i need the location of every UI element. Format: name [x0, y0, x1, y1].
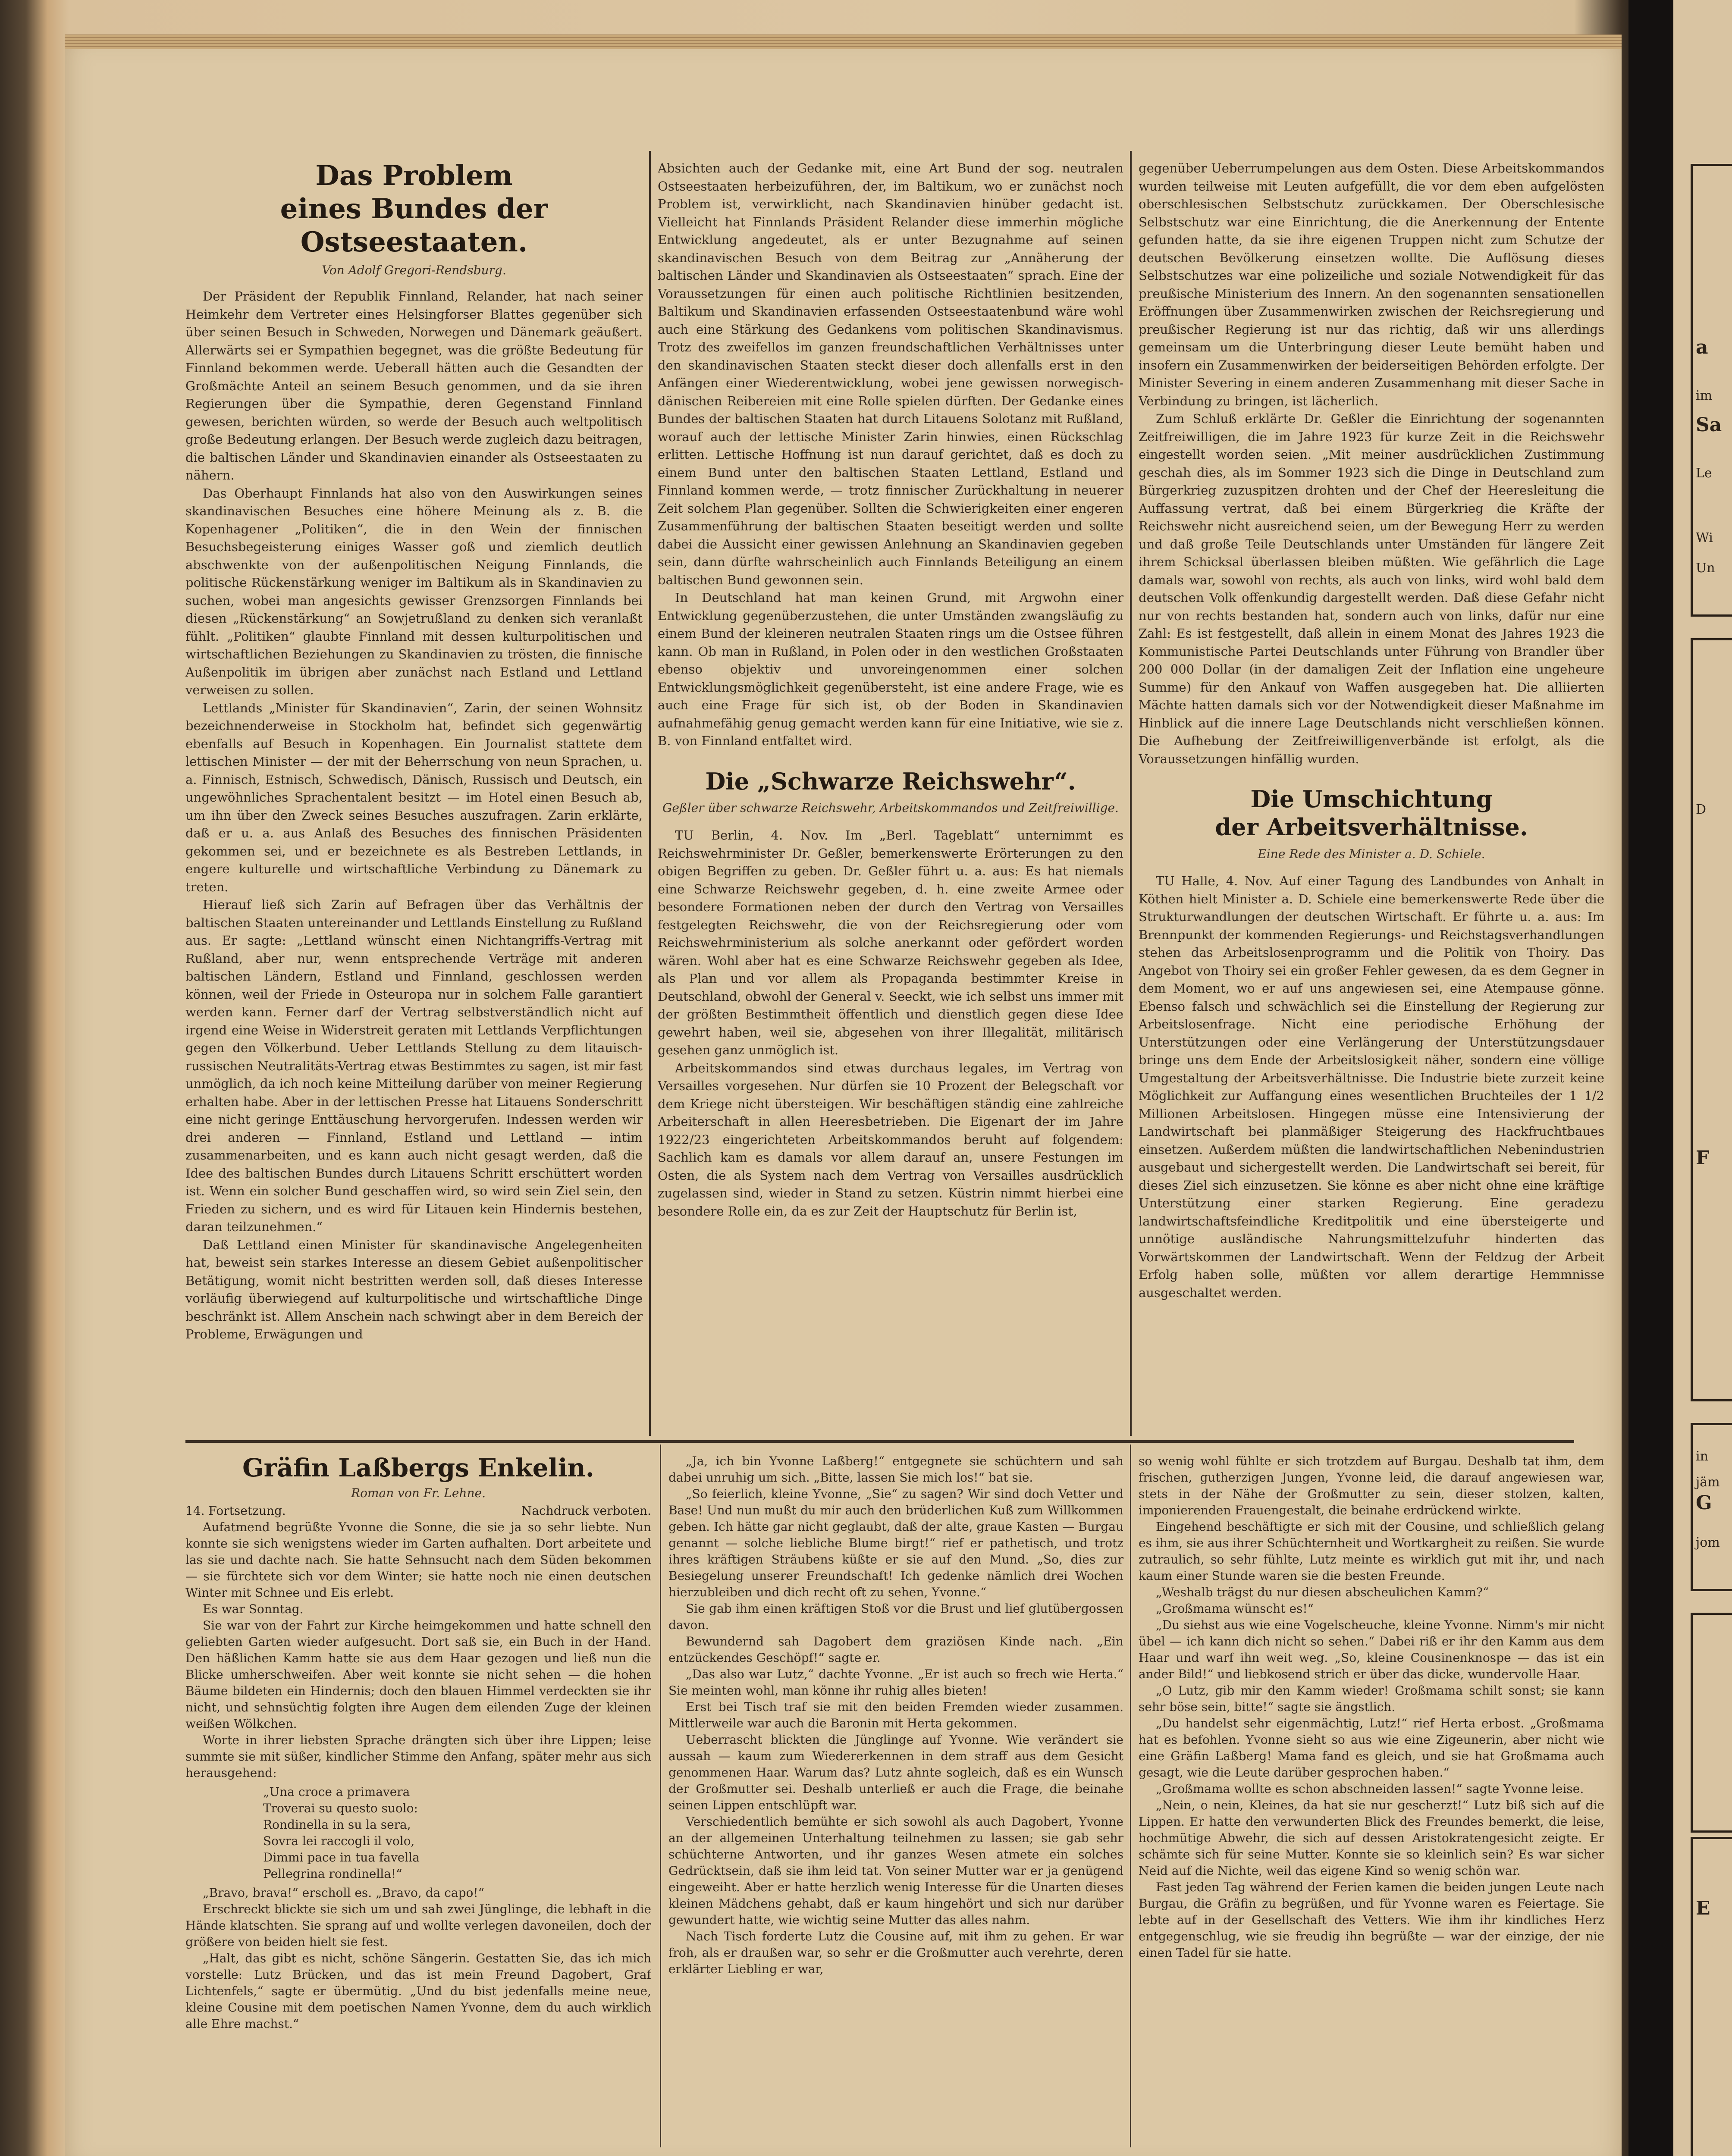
column-rule — [1130, 151, 1132, 1436]
paragraph: Erschreckt blickte sie sich um und sah zwei Jünglinge, die lebhaft in die Hände klatschten. Sie sprang auf und wollte verlegen davoneilen, doch der größere von beiden hielt sie fest. — [185, 1902, 651, 1949]
paragraph: Aufatmend begrüßte Yvonne die Sonne, die sie ja so sehr liebte. Nun konnte sie sich wenigstens wieder im Garten aufhalten. Dort arbeitete und las sie und dachte nach. Sie hatte Sehnsucht nach dem Süden bekommen — sie fürchtete sich vor dem Winter; sie hatte noch nie einen deutschen Winter mit Schnee und Eis erlebt. — [185, 1520, 651, 1600]
feuilleton-rule — [185, 1440, 1574, 1443]
ad-fragment: E — [1696, 1897, 1710, 1919]
ad-fragment: G — [1696, 1492, 1712, 1514]
article-body — [658, 827, 1123, 1220]
ad-fragment: Le — [1696, 466, 1712, 481]
ad-box — [1691, 1837, 1732, 2156]
article-body — [1139, 160, 1604, 768]
ad-fragment: a — [1696, 336, 1708, 358]
ad-fragment: Sa — [1696, 414, 1722, 436]
paragraph: „Nein, o nein, Kleines, da hat sie nur gescherzt!“ Lutz biß sich auf die Lippen. Er hatte den verwunderten Blick des Freundes bemerkt, die leise, hochmütige Abwehr, die sich auf dessen Aristokratengesicht zeigte. Er schämte sich für seine Mutter. Konnte sie so kleinlich sein? Es war sicher Neid auf die Nichte, weil das eigene Kind so wenig schön war. — [1139, 1798, 1604, 1878]
ad-fragment: jom — [1696, 1535, 1720, 1550]
paragraph: Nach Tisch forderte Lutz die Cousine auf, mit ihm zu gehen. Er war froh, als er draußen war, so sehr er die Großmutter auch verehrte, deren erklärter Liebling er war, — [668, 1929, 1123, 1976]
poem-line: Troverai su questo suolo: — [263, 1801, 418, 1815]
article-ostseestaaten-col2 — [658, 160, 1123, 1436]
paragraph: „Großmama wollte es schon abschneiden lassen!“ sagte Yvonne leise. — [1156, 1782, 1584, 1796]
paragraph: Ueberrascht blickten die Jünglinge auf Yvonne. Wie verändert sie aussah — kaum zum Wiedererkennen in dem straff aus dem Gesicht genommenen Haar. Warum das? Lutz ahnte sogleich, daß es ein Wunsch der Großmutter sei. Deshalb unterließ er auch die Frage, die beinahe seinen Lippen entschlüpft war. — [668, 1733, 1123, 1812]
paragraph: TU Halle, 4. Nov. Auf einer Tagung des Landbundes von Anhalt in Köthen hielt Minister a. D. Schiele eine bemerkenswerte Rede über die Strukturwandlungen der deutschen Wirtschaft. Er führte u. a. aus: Im Brennpunkt der kommenden Regierungs- und Reichstagsverhandlungen stehen das Arbeitslosenprogramm und die Politik von Thoiry. Das Angebot von Thoiry sei ein großer Fehler gewesen, da es dem Gegner in dem Moment, wo er auf uns angewiesen sei, eine Atempause gönne. Ebenso falsch und schwächlich sei die Einstellung der Regierung zur Arbeitslosenfrage. Nicht eine periodische Erhöhung der Unterstützungen oder eine Verlängerung der Unterstützungsdauer bringe uns dem Ende der Arbeitslosigkeit näher, sondern eine völlige Umgestaltung der Arbeitsverhältnisse. Die Industrie biete zurzeit keine Möglichkeit zur Auffangung eines wesentlichen Bruchteiles der 1 1/2 Millionen Arbeitslosen. Hingegen müsse eine Intensivierung der Landwirtschaft bei planmäßiger Steigerung des Hackfruchtbaues einsetzen. Außerdem müßten die landwirtschaftlichen Nebenindustrien ausgebaut und sichergestellt werden. Die Landwirtschaft sei bereit, für dieses Ziel sich einzusetzen. Sie könne es aber nicht ohne eine kräftige Unterstützung einer starken Regierung. Eine geradezu landwirtschaftsfeindliche Kreditpolitik und eine übersteigerte und unnötige ausländische Nahrungsmittelzufuhr hinderten das Vorwärtskommen der Landwirtschaft. Wenn der Feldzug der Arbeit Erfolg haben solle, müßten vor allem derartige Hemmnisse ausgeschaltet werden. — [1139, 874, 1604, 1300]
paragraph: Es war Sonntag. — [203, 1601, 304, 1616]
article-title-umschichtung-line1: Die Umschichtung — [1250, 785, 1493, 813]
novel-body — [185, 1519, 651, 2032]
article-body — [658, 160, 1123, 750]
ad-fragment: in — [1696, 1449, 1708, 1464]
article-ostseestaaten-col1 — [185, 160, 643, 1436]
novel-header-row — [185, 1503, 651, 1519]
poem-line: „Una croce a primavera — [263, 1784, 410, 1799]
paragraph: „So feierlich, kleine Yvonne, „Sie“ zu sagen? Wir sind doch Vetter und Base! Und nun mußt du mir auch den brüderlichen Kuß zum Willkommen geben. Ich hätte gar nicht geglaubt, daß der alte, graue Kasten — Burgau genannt — solche liebliche Blume birgt!“ rief er pathetisch, und trotz ihres kräftigen Sträubens küßte er sie auf den Mund. „So, dies zur Besiegelung unserer Freundschaft! Ich gedenke nämlich drei Wochen hierzubleiben und dich recht oft zu sehen, Yvonne.“ — [668, 1487, 1123, 1599]
column-rule — [1130, 1445, 1131, 2147]
paragraph: „Du siehst aus wie eine Vogelscheuche, kleine Yvonne. Nimm's mir nicht übel — ich kann dich nicht so sehen.“ Dabei riß er ihr den Kamm aus dem Haar und warf ihn weit weg. „So, kleine Cousinenknospe — das ist ein ander Bild!“ und liebkosend strich er über das dicke, wundervolle Haar. — [1139, 1618, 1604, 1681]
paragraph: „Ja, ich bin Yvonne Laßberg!“ entgegnete sie schüchtern und sah dabei unruhig um sich. „Bitte, lassen Sie mich los!“ bat sie. — [668, 1454, 1123, 1485]
paragraph: Daß Lettland einen Minister für skandinavische Angelegenheiten hat, beweist sein starkes Interesse an diesem Gebiet außenpolitischer Betätigung, womit nicht bestritten werden soll, daß dieses Interesse vorläufig überwiegend auf kulturpolitische und wirtschaftliche Dinge beschränkt ist. Allem Anschein nach schwingt aber in dem Bereich der Probleme, Erwägungen und — [185, 1237, 643, 1342]
poem-line: Sovra lei raccogli il volo, — [263, 1833, 415, 1848]
paragraph: Bewundernd sah Dagobert dem graziösen Kinde nach. „Ein entzückendes Geschöpf!“ sagte er. — [668, 1634, 1123, 1665]
paragraph: „Bravo, brava!“ erscholl es. „Bravo, da capo!“ — [203, 1885, 484, 1900]
article-subtitle: Eine Rede des Minister a. D. Schiele. — [1258, 846, 1485, 861]
ad-fragment: Un — [1696, 561, 1715, 576]
novel-byline: Roman von Fr. Lehne. — [351, 1485, 486, 1500]
feuilleton-col1 — [185, 1453, 651, 2152]
article-body — [1139, 872, 1604, 1302]
paragraph: „Weshalb trägst du nur diesen abscheulichen Kamm?“ — [1156, 1585, 1489, 1599]
paragraph: Lettlands „Minister für Skandinavien“, Zarin, der seinen Wohnsitz bezeichnenderweise in Stockholm hat, befindet sich gegenwärtig ebenfalls auf Besuch in Kopenhagen. Ein Journalist stattete dem lettischen Minister — der mit der Beherrschung von neun Sprachen, u. a. Finnisch, Estnisch, Schwedisch, Dänisch, Russisch und Deutsch, ein ungewöhnliches Sprachentalent besitzt — im Hotel einen Besuch ab, um ihn über den Zweck seines Besuches auszufragen. Zarin erklärte, daß er u. a. aus Anlaß des Besuches des finnischen Präsidenten gekommen sei, und er bezeichnete es als Bestreben Lettlands, in engere kulturelle und wirtschaftliche Verbindung zu Dänemark zu treten. — [185, 700, 643, 894]
ad-fragment: F — [1696, 1147, 1710, 1169]
article-title-reichswehr: Die „Schwarze Reichswehr“. — [705, 767, 1076, 795]
article-reichswehr-col3 — [1139, 160, 1604, 1436]
article-title-umschichtung-line2: der Arbeitsverhältnisse. — [1215, 813, 1528, 841]
paragraph: gegenüber Ueberrumpelungen aus dem Osten. Diese Arbeitskommandos wurden teilweise mit Leuten aufgefüllt, die vor dem eben aufgelösten oberschlesischen Selbstschutz zurückkamen. Der Oberschlesische Selbstschutz war eine Einrichtung, die die Anerkennung der Entente gefunden hatte, da sie ihre eigenen Truppen nicht zum Schutze der deutschen Bevölkerung einsetzen wollte. Die Auflösung dieses Selbstschutzes war eine polizeiliche und soziale Notwendigkeit für das preußische Ministerium des Innern. An den sogenannten sensationellen Eröffnungen über Zusammenwirken zwischen der Reichsregierung und preußischer Regierung ist nur das richtig, daß wir uns allerdings gemeinsam um die Unterbringung dieser Leute bemüht haben und insofern ein Zusammenwirken der beiderseitigen Behörden erfolgte. Der Minister Severing in einem anderen Zusammenhang mit dieser Sache in Verbindung zu bringen, ist lächerlich. — [1139, 161, 1604, 408]
paragraph: Absichten auch der Gedanke mit, eine Art Bund der sog. neutralen Ostseestaaten herbeizuführen, der, im Baltikum, wo er zunächst noch Problem ist, verwirklicht, nach Skandinavien hinüber gedacht ist. Vielleicht hat Finnlands Präsident Relander diese immerhin mögliche Entwicklung angedeutet, als er unter Bezugnahme auf seinen skandinavischen Besuch von dem Beitrag zur „Annäherung der baltischen Länder und Skandinavien als Ostseestaaten“ sprach. Eine der Voraussetzungen für einen auch politische Richtlinien besitzenden, Baltikum und Skandinavien erfassenden Ostseestaatenbund wäre wohl auch eine Stärkung des Gedankens vom politischen Skandinavismus. Trotz des zweifellos im ganzen freundschaftlichen Verhältnisses unter den skandinavischen Staaten steckt dieser doch allenfalls erst in den Anfängen einer Wiederentwicklung, wobei jene gewissen norwegisch-dänischen Reibereien mit eine Rolle spielen dürften. Der Gedanke eines Bundes der baltischen Staaten hat durch Litauens Solotanz mit Rußland, worauf auch der lettische Minister Zarin hinwies, einen Rückschlag erlitten. Lettische Hoffnung ist nun darauf gerichtet, daß es doch zu einem Bund unter den baltischen Staaten Lettland, Estland und Finnland kommen werde, — trotz finnischer Zurückhaltung in neuerer Zeit solchem Plan gegenüber. Sollten die Schwierigkeiten einer engeren Zusammenführung der baltischen Staaten beseitigt werden und sollte dabei die Aussicht einer gewissen Anlehnung an Skandinavien gegeben sein, dann dürfte wahrscheinlich auch Finnlands Beteiligung an einem baltischen Bund gewonnen sein. — [658, 161, 1123, 587]
ad-box — [1691, 638, 1732, 1401]
column-rule — [649, 151, 651, 1436]
novel-title: Gräfin Laßbergs Enkelin. — [242, 1453, 594, 1482]
ad-fragment: Wi — [1696, 530, 1713, 545]
paragraph: Sie gab ihm einen kräftigen Stoß vor die Brust und lief glutübergossen davon. — [668, 1601, 1123, 1632]
article-title-line1: Das Problem — [315, 160, 513, 192]
paragraph: Der Präsident der Republik Finnland, Relander, hat nach seiner Heimkehr dem Vertreter eines Helsingforser Blattes gegenüber sich über seinen Besuch in Schweden, Norwegen und Dänemark geäußert. Allerwärts sei er Sympathien begegnet, was die größte Bedeutung für Finnland bekommen werde. Ueberall hätten auch die Gesandten der Großmächte Anteil an seinem Besuch genommen, und da sie ihren Regierungen über die Sympathie, deren Gegenstand Finnland gewesen, berichten würden, so werde der Besuch auch weltpolitisch große Bedeutung erlangen. Der Besuch werde zugleich dazu beitragen, die baltischen Länder und Skandinavien einander als Ostseestaaten zu nähern. — [185, 289, 643, 483]
ad-fragment: im — [1696, 388, 1713, 403]
paragraph: Verschiedentlich bemühte er sich sowohl als auch Dagobert, Yvonne an der allgemeinen Unterhaltung teilnehmen zu lassen; sie gab sehr schüchterne Antworten, und ihr ganzes Wesen atmete ein solches Gedrücktsein, daß sie ihm leid tat. Von seiner Mutter war er ja genügend eingeweiht. Aber er hatte herzlich wenig Interesse für die Unarten dieses kleinen Mädchens gehabt, daß er kaum hingehört und sich nur darüber gewundert hatte, wie wichtig seine Mutter das alles nahm. — [668, 1814, 1123, 1927]
article-subtitle: Geßler über schwarze Reichswehr, Arbeitskommandos und Zeitfreiwillige. — [662, 801, 1119, 815]
paragraph: Das Oberhaupt Finnlands hat also von den Auswirkungen seines skandinavischen Besuches eine höhere Meinung als z. B. die Kopenhagener „Politiken“, die in den Wein der finnischen Besuchsbegeisterung einiges Wasser goß und ziemlich deutlich abschwenkte von der außenpolitischen Neigung Finnlands, die politische Rückenstärkung weniger im Baltikum als in Skandinavien zu suchen, wobei man angesichts gewisser Grenzsorgen Finnlands bei diesen „Rückenstärkung“ an Sowjetrußland zu denken sich veranlaßt fühlt. „Politiken“ glaubte Finnland mit dessen kulturpolitischen und wirtschaftlichen Beziehungen zu Skandinavien zu trösten, die finnische Außenpolitik im übrigen aber zunächst nach Estland und Lettland verweisen zu sollen. — [185, 486, 643, 698]
adjacent-page-strip — [1673, 0, 1732, 2156]
paragraph: so wenig wohl fühlte er sich trotzdem auf Burgau. Deshalb tat ihm, dem frischen, gutherzigen Jungen, Yvonne leid, die darauf angewiesen war, stets in der Nähe der Großmutter zu sein, dieser stolzen, kalten, imponierenden Frauengestalt, die beinahe erdrückend wirkte. — [1139, 1454, 1604, 1517]
paragraph: Fast jeden Tag während der Ferien kamen die beiden jungen Leute nach Burgau, die Gräfin zu begrüßen, und für Yvonne waren es Feiertage. Sie lebte auf in der Gesellschaft des Vetters. Wie ihm ihr kindliches Herz entgegenschlug, wie sie freudig ihn begrüßte — war der einzige, der nie einen Tadel für sie hatte. — [1139, 1880, 1604, 1960]
ad-fragment: D — [1696, 802, 1707, 817]
article-title-line2: eines Bundes der Ostseestaaten. — [280, 192, 548, 258]
feuilleton-col2 — [668, 1453, 1123, 2152]
poem-line: Dimmi pace in tua favella — [263, 1850, 420, 1865]
paragraph: TU Berlin, 4. Nov. Im „Berl. Tageblatt“ unternimmt es Reichswehrminister Dr. Geßler, bemerkenswerte Erörterungen zu den obigen Begriffen zu geben. Dr. Geßler führt u. a. aus: Es hat niemals eine Schwarze Reichswehr gegeben, d. h. eine zweite Armee oder besondere Formationen neben der durch den Vertrag von Versailles festgelegten Reichswehr, die von der Reichsregierung oder vom Reichswehrministerium als solche anerkannt oder gefördert worden wären. Wohl aber hat es eine Schwarze Reichswehr gegeben als Idee, als Plan und vor allem als Propaganda bestimmter Kreise in Deutschland, obwohl der General v. Seeckt, wie ich selbst uns immer mit der größten Bestimmtheit öffentlich und dienstlich gegen diese Idee gewehrt haben, weil sie, abgesehen von ihrer Illegalität, militärisch gesehen ganz unmöglich ist. — [658, 828, 1123, 1058]
article-body — [185, 288, 643, 1344]
paragraph: Hierauf ließ sich Zarin auf Befragen über das Verhältnis der baltischen Staaten untereinander und Lettlands Einstellung zu Rußland aus. Er sagte: „Lettland wünscht einen Nichtangriffs-Vertrag mit Rußland, aber nur, wenn entsprechende Verträge mit anderen baltischen Ländern, Estland und Finnland, geschlossen werden können, weil der Friede in Osteuropa nur in solchem Falle garantiert werden kann. Ferner darf der Vertrag selbstverständlich nicht auf irgend eine Weise in Widerstreit geraten mit Lettlands Verpflichtungen gegen den Völkerbund. Ueber Lettlands Stellung zu dem litauisch-russischen Neutralitäts-Vertrag etwas Bestimmtes zu sagen, ist mir fast unmöglich, da ich noch keine Mitteilung darüber von meiner Regierung erhalten habe. Aber in der lettischen Presse hat Litauens Sonderschritt eine nicht geringe Enttäuschung hervorgerufen. Indessen werden wir drei anderen — Finnland, Estland und Lettland — intim zusammenarbeiten, und es kann auch nicht gesagt werden, daß die Idee des baltischen Bundes durch Litauens Schritt erschüttert worden ist. Wenn ein solcher Bund geschaffen wird, so wird sein Ziel sein, den Frieden zu sichern, und es wird für Litauen kein Hindernis bestehen, daran teilzunehmen.“ — [185, 897, 643, 1235]
poem-line: Rondinella in su la sera, — [263, 1817, 411, 1832]
book-binding-gutter — [1628, 0, 1673, 2156]
paragraph: „Halt, das gibt es nicht, schöne Sängerin. Gestatten Sie, das ich mich vorstelle: Lutz Brücken, und das ist mein Freund Dagobert, Graf Lichtenfels,“ sagte er übermütig. „Und du bist jedenfalls meine neue, kleine Cousine mit dem poetischen Namen Yvonne, dem du auch wirklich alle Ehre machst.“ — [185, 1951, 651, 2031]
paragraph: In Deutschland hat man keinen Grund, mit Argwohn einer Entwicklung gegenüberzustehen, die unter Umständen zwangsläufig zu einem Bund der kleineren neutralen Staaten rings um die Ostsee führen kann. Ob man in Rußland, in Polen oder in den westlichen Großstaaten ebenso objektiv und unvoreingenommen einer solchen Entwicklungsmöglichkeit gegenübersteht, ist eine andere Frage, wie es auch eine Frage für sich ist, ob der Boden in Skandinavien aufnahmefähig genug gemacht werden kann für eine Initiative, wie sie z. B. von Finnland entfaltet wird. — [658, 590, 1123, 748]
paragraph: Worte in ihrer liebsten Sprache drängten sich über ihre Lippen; leise summte sie mit süßer, kindlicher Stimme den Anfang, später mehr aus sich herausgehend: — [185, 1733, 651, 1780]
paragraph: Arbeitskommandos sind etwas durchaus legales, im Vertrag von Versailles vorgesehen. Nur dürfen sie 10 Prozent der Belegschaft vor dem Kriege nicht übersteigen. Wir beschäftigen ständig eine zahlreiche Arbeiterschaft in allen Heeresbetrieben. Die Eigenart der im Jahre 1922/23 eingerichteten Arbeitskommandos beruht auf folgendem: Sachlich kam es damals vor allem darauf an, unsere Festungen im Osten, die als System nach dem Vertrag von Versailles ausdrücklich zugelassen sind, wieder in Stand zu setzen. Küstrin nimmt hierbei eine besondere Rolle ein, da es zur Zeit der Hauptschutz für Berlin ist, — [658, 1060, 1123, 1219]
novel-body — [1139, 1453, 1604, 1961]
novel-body — [668, 1453, 1123, 1977]
page-stack-edge — [65, 34, 1622, 49]
poem-line: Pellegrina rondinella!“ — [263, 1866, 402, 1881]
installment-label: 14. Fortsetzung. — [185, 1503, 286, 1518]
paragraph: Sie war von der Fahrt zur Kirche heimgekommen und hatte schnell den geliebten Garten wieder aufgesucht. Dort saß sie, ein Buch in der Hand. Den häßlichen Kamm hatte sie aus dem Haar gezogen und ließ nun die Blicke umherschweifen. Aber weit konnte sie nicht sehen — die hohen Bäume bildeten ein Hindernis; doch den blauen Himmel verdeckten sie ihr nicht, und sehnsüchtig folgten ihre Augen dem eilenden Zuge der kleinen weißen Wölkchen. — [185, 1618, 651, 1731]
paragraph: „Das also war Lutz,“ dachte Yvonne. „Er ist auch so frech wie Herta.“ Sie meinten wohl, man könne ihr ruhig alles bieten! — [668, 1667, 1123, 1698]
column-rule — [660, 1445, 661, 2147]
article-byline: Von Adolf Gregori-Rendsburg. — [322, 263, 506, 278]
paragraph: „Du handelst sehr eigenmächtig, Lutz!“ rief Herta erbost. „Großmama hat es befohlen. Yvonne sieht so aus wie eine Zigeunerin, aber nicht wie eine Gräfin Laßberg! Mama fand es gleich, und sie hat Großmama auch gesagt, wie die Leute darüber gesprochen haben.“ — [1139, 1716, 1604, 1780]
paragraph: Eingehend beschäftigte er sich mit der Cousine, und schließlich gelang es ihm, sie aus ihrer Schüchternheit und Wortkargheit zu reißen. Sie wurde zutraulich, so sehr fühlte, Lutz meinte es wirklich gut mit ihr, und nach kaum einer Stunde waren sie die besten Freunde. — [1139, 1520, 1604, 1583]
paragraph: Erst bei Tisch traf sie mit den beiden Fremden wieder zusammen. Mittlerweile war auch die Baronin mit Herta gekommen. — [668, 1700, 1123, 1730]
italian-poem — [263, 1784, 651, 1882]
paragraph: „Großmama wünscht es!“ — [1156, 1601, 1314, 1616]
paragraph: „O Lutz, gib mir den Kamm wieder! Großmama schilt sonst; sie kann sehr böse sein, bitte!“ sagte sie ängstlich. — [1139, 1683, 1604, 1714]
ad-box — [1691, 1613, 1732, 1833]
rights-notice: Nachdruck verboten. — [521, 1503, 651, 1518]
ad-fragment: jäm — [1696, 1475, 1720, 1490]
feuilleton-col3 — [1139, 1453, 1604, 2152]
paragraph: Zum Schluß erklärte Dr. Geßler die Einrichtung der sogenannten Zeitfreiwilligen, die im Jahre 1923 für kurze Zeit in die Reichswehr eingestellt worden seien. „Mit meiner ausdrücklichen Zustimmung geschah dies, als im Sommer 1923 sich die Dinge in Deutschland zum Bürgerkrieg zuzuspitzen drohten und der Chef der Heeresleitung die Auffassung vertrat, daß bei einem Bürgerkrieg die Kräfte der Reichswehr nicht ausreichend seien, um der Bewegung Herr zu werden und daß große Teile Deutschlands unter Umständen für längere Zeit ihrem Schicksal überlassen bleiben müßten. Wie gefährlich die Lage damals war, sowohl von rechts, als auch von links, wird wohl bald dem deutschen Volk offenkundig dargestellt werden. Daß diese Gefahr nicht nur von rechts bestanden hat, sondern auch von links, dafür nur eine Zahl: Es ist festgestellt, daß allein in einem Monat des Jahres 1923 die Kommunistische Partei Deutschlands unter Führung von Brandler über 200 000 Dollar (in der damaligen Zeit der Inflation eine ungeheure Summe) für den Ankauf von Waffen ausgegeben hat. Die alliierten Mächte hatten damals sich vor der Notwendigkeit dieser Maßnahme im Hinblick auf die innere Lage Deutschlands nicht verschließen können. Die Aufhebung der Zeitfreiwilligenverbände ist erfolgt, als die Voraussetzungen hinfällig wurden. — [1139, 411, 1604, 766]
